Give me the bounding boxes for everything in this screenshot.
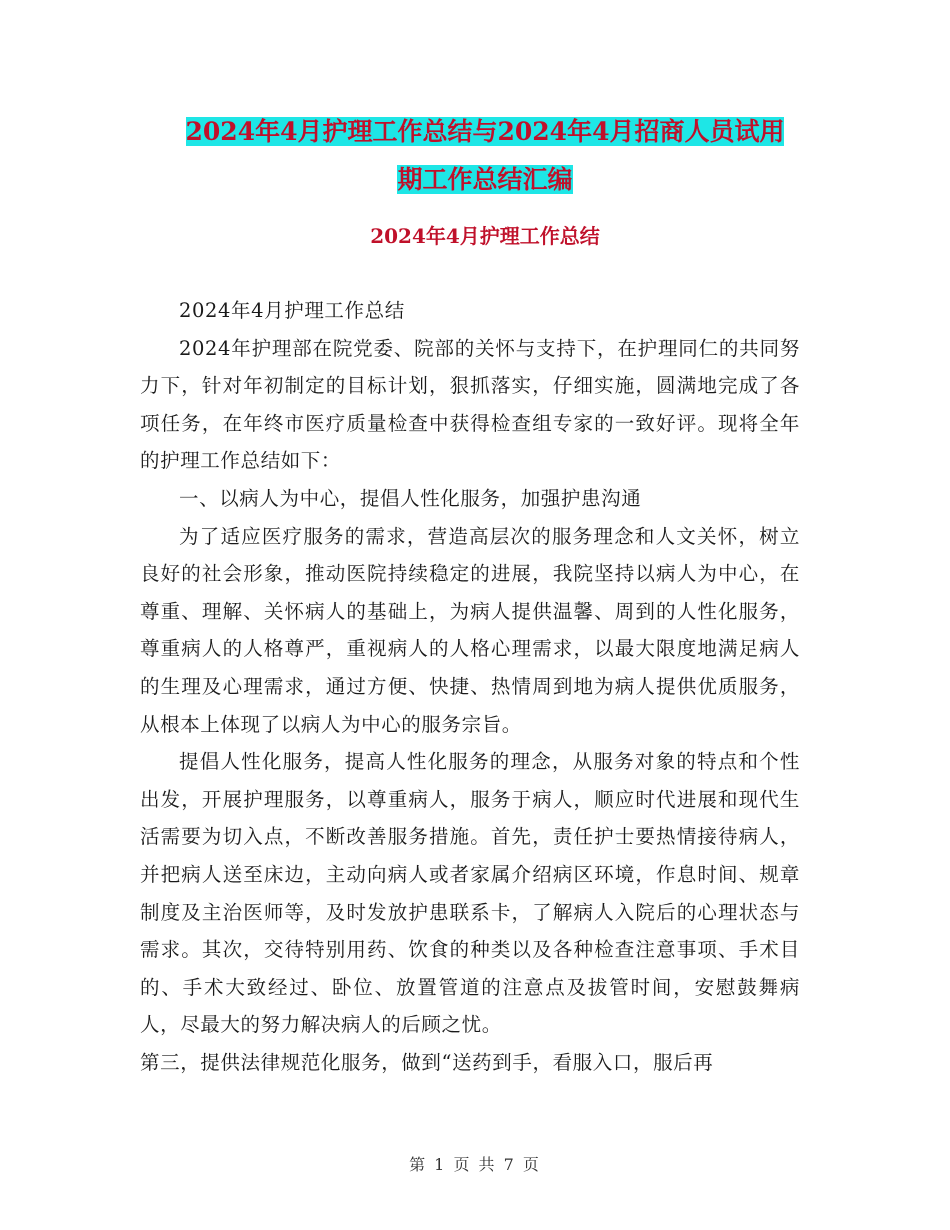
document-body [140, 292, 800, 1081]
paragraph-subtitle: 2024年4月护理工作总结 [179, 299, 405, 322]
paragraph: 第三，提供法律规范化服务，做到“送药到手，看服入口，服后再 [140, 1050, 714, 1074]
section-title: 2024年4月护理工作总结 [370, 224, 600, 248]
paragraph-intro: 2024年护理部在院党委、院部的关怀与支持下，在护理同仁的共同努力下，针对年初制定的目标计划，狠抓落实，仔细实施，圆满地完成了各项任务，在年终市医疗质量检查中获得检查组专家的一致好评。现将全年的护理工作总结如下： [140, 336, 800, 473]
paragraph-heading-1: 一、以病人为中心，提倡人性化服务，加强护患沟通 [179, 486, 642, 510]
paragraph: 为了适应医疗服务的需求，营造高层次的服务理念和人文关怀，树立良好的社会形象，推动医院持续稳定的进展，我院坚持以病人为中心，在尊重、理解、关怀病人的基础上，为病人提供温馨、周到的人性化服务，尊重病人的人格尊严，重视病人的人格心理需求，以最大限度地满足病人的生理及心理需求，通过方便、快捷、热情周到地为病人提供优质服务，从根本上体现了以病人为中心的服务宗旨。 [140, 524, 800, 736]
page-footer: 第 1 页 共 7 页 [409, 1155, 541, 1174]
document-title [140, 108, 830, 204]
paragraph: 提倡人性化服务，提高人性化服务的理念，从服务对象的特点和个性出发，开展护理服务，以尊重病人，服务于病人，顺应时代进展和现代生活需要为切入点，不断改善服务措施。首先，责任护士要热情接待病人，并把病人送至床边，主动向病人或者家属介绍病区环境，作息时间、规章制度及主治医师等，及时发放护患联系卡，了解病人入院后的心理状态与需求。其次，交待特别用药、饮食的种类以及各种检查注意事项、手术目的、手术大致经过、卧位、放置管道的注意点及拔管时间，安慰鼓舞病人，尽最大的努力解决病人的后顾之忧。 [140, 750, 800, 1037]
document-title-line-1: 2024年4月护理工作总结与2024年4月招商人员试用 [185, 117, 785, 146]
document-title-line-2: 期工作总结汇编 [397, 165, 573, 194]
